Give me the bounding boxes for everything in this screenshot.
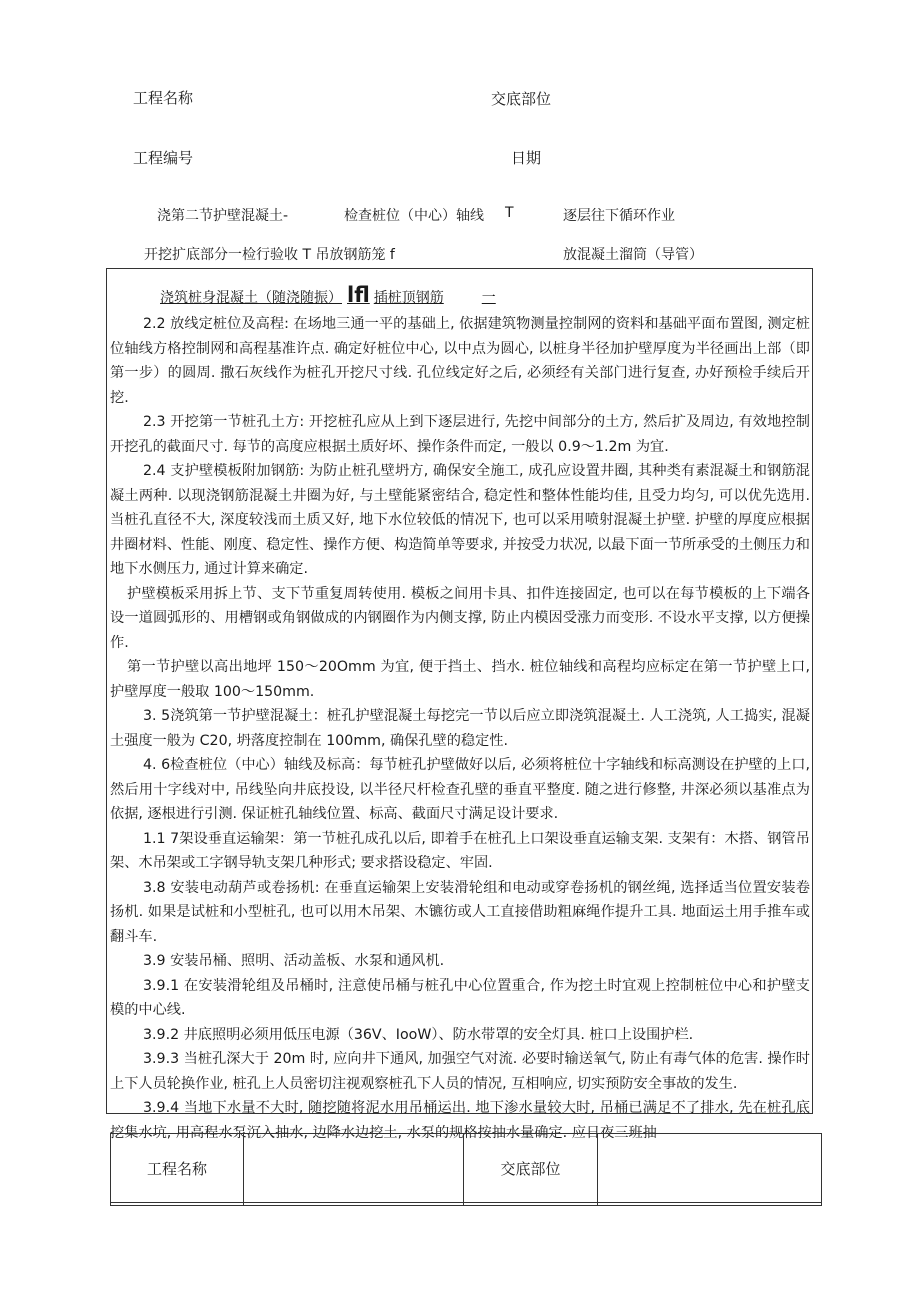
paragraph: 3.9.2 井底照明必须用低压电源（36V、IooW）、防水带罩的安全灯具. 桩口上设围护栏. (143, 1026, 694, 1043)
paragraph: 3.9 安装吊桶、照明、活动盖板、水泵和通风机. (143, 953, 445, 969)
paragraph: 2.3 开挖第一节桩孔土方: 开挖桩孔应从上到下逐层进行, 先挖中间部分的土方, 然后扩及周边, 有效地控制开挖孔的截面尺寸. 每节的高度应根据土质好坏、操作条件而定, 一般以 0.9～1.2m 为宜. (110, 414, 810, 455)
body-text (110, 312, 810, 1145)
flow-step-excavate-bottom: 开挖扩底部分一检行验收 T 吊放钢筋笼 f (144, 247, 395, 263)
paragraph: 2.2 放线定桩位及高程: 在场地三通一平的基础上, 依据建筑物测量控制网的资料和基础平面布置图, 测定桩位轴线方格控制网和高程基准许点. 确定好桩位中心, 以中点为圆心, 以桩身半径加护壁厚度为半径画出上部（即第一步）的圆周. 撒石灰线作为桩孔开挖尺寸线. 孔位线定好之后, 必须经有关部门进行复查, 办好预检手续后开挖. (110, 316, 810, 406)
flow-step-insert-rebar: 插桩顶钢筋 (373, 290, 444, 306)
footer-project-name-label: 工程名称 (111, 1134, 244, 1203)
paragraph: 3.8 安装电动葫芦或卷扬机: 在垂直运输架上安装滑轮组和电动或穿卷扬机的钢丝绳, 选择适当位置安装卷扬机. 如果是试桩和小型桩孔, 也可以用木吊架、木镳彷或人工直接借助粗麻绳作提升工具. 地面运土用手推车或翻斗车. (110, 879, 810, 945)
paragraph: 3.9.4 当地下水量不大时, 随挖随将泥水用吊桶运出. 地下渗水量较大时, 吊桶已满足不了排水, 先在桩孔底挖集水坑, 用高程水泵沉入抽水, 边降水边挖土, 水泵的规格按抽水量确定. 应日夜三班抽 (110, 1100, 810, 1141)
flow-step-pour-pile: 浇筑桩身混凝土（随浇随振） (160, 290, 342, 306)
flow-arrow-lfl: lfl (347, 283, 370, 307)
paragraph: 3.9.3 当桩孔深大于 20m 时, 应向井下通风, 加强空气对流. 必要时输送氧气, 防止有毒气体的危害. 操作时上下人员轮换作业, 桩孔上人员密切注视观察桩孔下人员的情况, 互相响应, 切实预防安全事故的发生. (110, 1051, 810, 1092)
paragraph: 护壁模板采用拆上节、支下节重复周转使用. 模板之间用卡具、扣件连接固定, 也可以在每节模板的上下端各设一道圆弧形的、用槽钢或角钢做成的内钢圈作为内侧支撑, 防止内模因受涨力而变形. 不设水平支撑, 以方便操作. (110, 585, 810, 651)
flow-row-pour-pile (160, 283, 496, 307)
footer-table (110, 1133, 822, 1206)
flow-end-dash: 一 (481, 290, 496, 306)
flow-step-second-wall: 浇第二节护壁混凝土- (157, 208, 289, 224)
project-no-label: 工程编号 (133, 149, 194, 167)
footer-location-label: 交底部位 (464, 1134, 598, 1203)
paragraph: 3.9.1 在安装滑轮组及吊桶时, 注意使吊桶与桩孔中心位置重合, 作为挖土时宜观上控制桩位中心和护壁支模的中心线. (110, 977, 810, 1018)
paragraph: 第一节护壁以高出地坪 150～20Omm 为宜, 便于挡土、挡水. 桩位轴线和高程均应标定在第一节护壁上口, 护壁厚度一般取 100～150mm. (110, 659, 810, 700)
footer-project-name-value (244, 1134, 464, 1203)
paragraph: 4. 6检查桩位（中心）轴线及标高：每节桩孔护壁做好以后, 必须将桩位十字轴线和标高测设在护壁的上口, 然后用十字线对中, 吊线坠向井底投设, 以半径尺杆检查孔壁的垂直平整度. 随之进行修整, 井深必须以基准点为依据, 逐根进行引测. 保证桩孔轴线位置、标高、截面尺寸满足设计要求. (110, 757, 810, 822)
flow-step-loop: 逐层往下循环作业 (563, 208, 675, 224)
footer-location-value (598, 1134, 822, 1203)
date-label: 日期 (511, 149, 542, 167)
flow-step-check-axis: 检查桩位（中心）轴线 (344, 208, 484, 224)
paragraph: 2.4 支护壁模板附加钢筋: 为防止桩孔壁坍方, 确保安全施工, 成孔应设置井圈, 其种类有素混凝土和钢筋混凝土两种. 以现浇钢筋混凝土井圈为好, 与土壁能紧密结合, 稳定性和整体性能均佳, 且受力均匀, 可以优先选用. 当桩孔直径不大, 深度较浅而土质又好, 地下水位较低的情况下, 也可以采用喷射混凝土护壁. 护壁的厚度应根据井圈材料、性能、刚度、稳定性、操作方便、构造简单等要求, 并按受力状况, 以最下面一节所承受的土侧压力和地下水侧压力, 通过计算来确定. (110, 463, 810, 577)
project-name-label: 工程名称 (133, 89, 194, 107)
paragraph: 1.1 7架设垂直运输架：第一节桩孔成孔以后, 即着手在桩孔上口架设垂直运输支架. 支架有：木搭、钢管吊架、木吊架或工字钢导轨支架几种形式; 要求搭设稳定、牢固. (110, 830, 810, 871)
flow-arrow-t: T (505, 205, 514, 221)
paragraph: 3. 5浇筑第一节护壁混凝土：桩孔护壁混凝土每挖完一节以后应立即浇筑混凝土. 人工浇筑, 人工捣实, 混凝土强度一般为 C20, 坍落度控制在 100mm, 确保孔壁的稳定性. (110, 708, 810, 749)
flow-step-chute: 放混凝土溜筒（导管） (563, 247, 703, 263)
location-label: 交底部位 (491, 90, 552, 108)
